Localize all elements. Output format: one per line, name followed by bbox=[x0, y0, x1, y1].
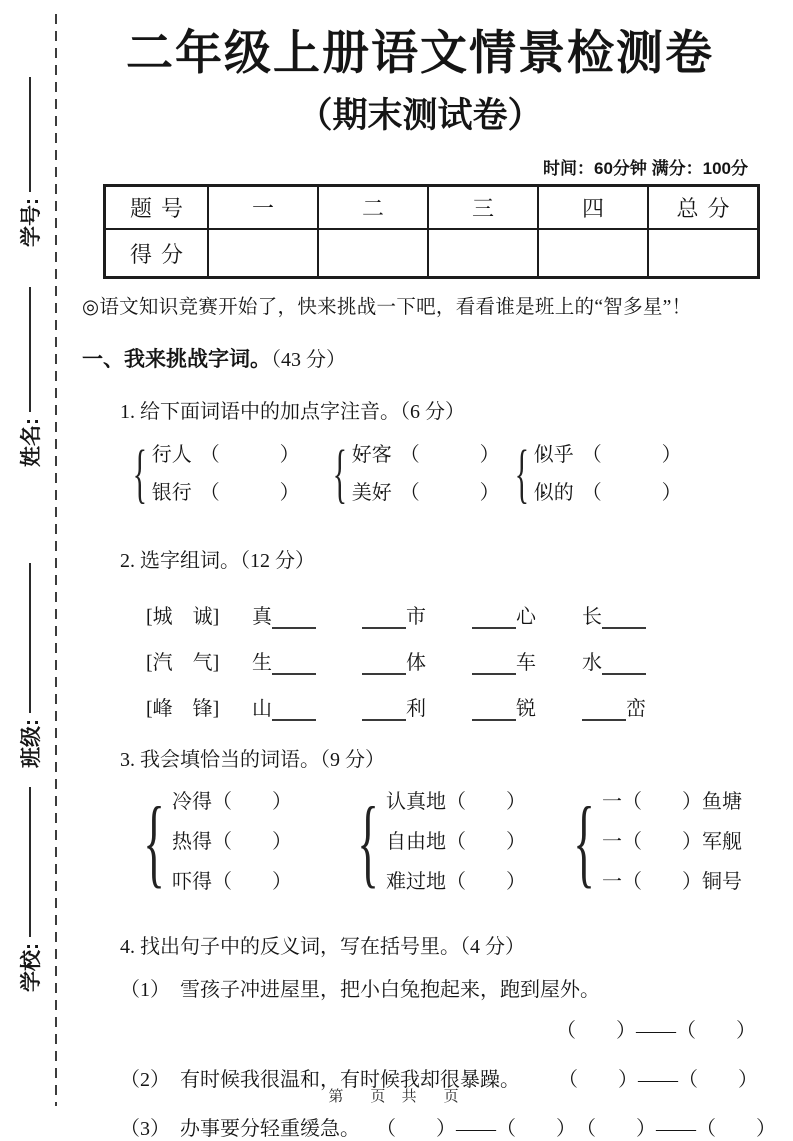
brace-icon: { bbox=[132, 437, 147, 511]
fold-dashed-line bbox=[55, 14, 57, 1106]
fill-before: 长 bbox=[582, 606, 602, 629]
name-label: 姓名: bbox=[20, 418, 43, 467]
class-blank-line bbox=[29, 563, 31, 713]
answer-parens: （ ）——（ ） bbox=[376, 1118, 576, 1141]
brace-icon: { bbox=[573, 786, 595, 898]
word-pair bbox=[534, 474, 682, 512]
brace-icon: { bbox=[514, 437, 529, 511]
blank-line bbox=[362, 699, 406, 721]
name-blank-line bbox=[29, 287, 31, 412]
fill-item bbox=[252, 646, 362, 675]
item-left bbox=[120, 1112, 360, 1141]
pinyin-group bbox=[124, 436, 300, 512]
fill-phrase: 一（ ）铜号 bbox=[602, 871, 742, 894]
q4-item-3 bbox=[120, 1112, 776, 1141]
word-post: 人 bbox=[171, 444, 192, 467]
fill-after: 利 bbox=[406, 698, 426, 721]
score-col-1: 一 bbox=[208, 186, 318, 230]
page-footer: 第 页 共 页 bbox=[328, 1088, 465, 1105]
word-pair bbox=[152, 436, 300, 474]
dotted-char: 似 · bbox=[534, 444, 554, 466]
fill-phrase: 难过地（ ） bbox=[386, 871, 526, 894]
fill-item bbox=[362, 600, 472, 629]
fill-after: 车 bbox=[516, 652, 536, 675]
fill-phrase: 一（ ）鱼塘 bbox=[602, 791, 742, 814]
score-table-score-row bbox=[105, 229, 759, 278]
question-3-text: 3. 我会填恰当的词语。 bbox=[120, 749, 320, 772]
score-col-total: 总分 bbox=[648, 186, 759, 230]
sidebar-field-student-id bbox=[10, 77, 50, 247]
question-1-groups bbox=[82, 436, 758, 522]
dotted-char: 行 · bbox=[152, 444, 172, 466]
fill-before: 水 bbox=[582, 652, 602, 675]
score-cell bbox=[428, 229, 538, 278]
word-fill-group bbox=[130, 782, 292, 902]
score-col-3: 三 bbox=[428, 186, 538, 230]
word-fill-group bbox=[344, 782, 526, 902]
word-post: 乎 bbox=[553, 444, 574, 467]
fill-before: 山 bbox=[252, 698, 272, 721]
fill-phrase: 冷得（ ） bbox=[172, 791, 292, 814]
fill-after: 峦 bbox=[626, 698, 646, 721]
question-4-text: 4. 找出句子中的反义词，写在括号里。 bbox=[120, 936, 460, 959]
fill-phrase: 自由地（ ） bbox=[386, 831, 526, 854]
score-cell bbox=[208, 229, 318, 278]
answer-parens: （ ）——（ ） bbox=[558, 1069, 758, 1092]
question-1-title bbox=[120, 395, 758, 424]
school-blank-line bbox=[29, 787, 31, 937]
brace-icon: { bbox=[357, 786, 379, 898]
question-4-items bbox=[120, 973, 776, 1141]
question-1-score: （6 分） bbox=[400, 401, 465, 424]
sidebar-field-class bbox=[10, 563, 50, 768]
word-pair bbox=[152, 474, 300, 512]
word-pre: 美 bbox=[351, 482, 372, 505]
question-4-title bbox=[120, 930, 758, 959]
sidebar-field-name bbox=[10, 287, 50, 467]
student-id-label: 学号: bbox=[20, 198, 43, 247]
blank-line bbox=[362, 607, 406, 629]
fill-item bbox=[252, 600, 362, 629]
score-col-2: 二 bbox=[318, 186, 428, 230]
fill-phrase: 吓得（ ） bbox=[172, 871, 292, 894]
dotted-char: 行 · bbox=[172, 482, 192, 504]
char-choices: [峰 锋] bbox=[146, 698, 220, 721]
section-1-score: （43 分） bbox=[271, 349, 346, 372]
item-number: （2） bbox=[120, 1069, 170, 1092]
section-1-heading bbox=[82, 343, 758, 373]
question-3-groups bbox=[82, 782, 758, 908]
fill-item bbox=[582, 600, 692, 629]
item-sentence: 有时候我很温和，有时候我却很暴躁。 bbox=[180, 1069, 520, 1092]
fill-item bbox=[252, 692, 362, 721]
fill-after: 心 bbox=[516, 606, 536, 629]
time-and-score-info: 时间：60分钟 满分：100分 bbox=[543, 159, 748, 179]
question-3-title bbox=[120, 743, 758, 772]
question-1-text: 1. 给下面词语中的加点字注音。 bbox=[120, 401, 400, 424]
main-content bbox=[82, 0, 776, 1141]
score-table-header-row bbox=[105, 186, 759, 230]
fill-phrase: 认真地（ ） bbox=[386, 791, 526, 814]
sidebar-field-school bbox=[10, 787, 50, 992]
question-2-text: 2. 选字组词。 bbox=[120, 550, 240, 573]
fill-item bbox=[582, 646, 692, 675]
brace-icon: { bbox=[332, 437, 347, 511]
score-cell bbox=[538, 229, 648, 278]
word-post: 的 bbox=[553, 482, 574, 505]
question-2-rows bbox=[146, 583, 758, 721]
answer-parens: （ ）——（ ） bbox=[556, 1020, 756, 1043]
answer-parens: （ ） bbox=[399, 482, 500, 505]
page-title: 二年级上册语文情景检测卷 bbox=[126, 26, 714, 79]
fill-after: 锐 bbox=[516, 698, 536, 721]
blank-line bbox=[272, 699, 316, 721]
word-pair bbox=[352, 436, 500, 474]
dotted-char: 好 · bbox=[352, 444, 372, 466]
blank-line bbox=[272, 607, 316, 629]
item-sentence: 雪孩子冲进屋里，把小白兔抱起来，跑到屋外。 bbox=[180, 979, 600, 1002]
intro-note: ◎语文知识竞赛开始了，快来挑战一下吧，看看谁是班上的“智多星”！ bbox=[82, 297, 692, 319]
question-3-score: （9 分） bbox=[320, 749, 385, 772]
fill-before: 真 bbox=[252, 606, 272, 629]
school-label: 学校: bbox=[20, 943, 43, 992]
class-label: 班级: bbox=[20, 719, 43, 768]
brace-icon: { bbox=[143, 786, 165, 898]
q4-item-1 bbox=[120, 973, 758, 1002]
fill-after: 体 bbox=[406, 652, 426, 675]
pinyin-group bbox=[324, 436, 500, 512]
section-1-title: 一、我来挑战字词。 bbox=[82, 348, 271, 372]
score-table-corner: 题号 bbox=[105, 186, 209, 230]
fill-after: 市 bbox=[406, 606, 426, 629]
score-cell bbox=[318, 229, 428, 278]
fill-item bbox=[472, 646, 582, 675]
word-post: 客 bbox=[371, 444, 392, 467]
fill-phrase: 一（ ）军舰 bbox=[602, 831, 742, 854]
answer-parens-pair bbox=[376, 1112, 776, 1141]
score-cell bbox=[648, 229, 759, 278]
pinyin-group bbox=[506, 436, 682, 512]
choose-char-row bbox=[146, 629, 758, 675]
fill-item bbox=[472, 600, 582, 629]
word-pair bbox=[352, 474, 500, 512]
page-subtitle: （期末测试卷） bbox=[297, 96, 543, 136]
item-sentence: 办事要分轻重缓急。 bbox=[180, 1118, 360, 1141]
question-4-score: （4 分） bbox=[460, 936, 525, 959]
question-2-score: （12 分） bbox=[240, 550, 315, 573]
question-2-title bbox=[120, 544, 758, 573]
dotted-char: 似 · bbox=[534, 482, 554, 504]
item-number: （1） bbox=[120, 979, 170, 1002]
char-choices: [城 诚] bbox=[146, 606, 220, 629]
fill-before: 生 bbox=[252, 652, 272, 675]
score-table bbox=[103, 184, 760, 279]
dotted-char: 好 · bbox=[372, 482, 392, 504]
fill-phrase: 热得（ ） bbox=[172, 831, 292, 854]
fill-item bbox=[362, 692, 472, 721]
choose-char-row bbox=[146, 675, 758, 721]
word-pre: 银 bbox=[151, 482, 172, 505]
fill-item bbox=[362, 646, 472, 675]
score-col-4: 四 bbox=[538, 186, 648, 230]
student-id-blank-line bbox=[29, 77, 31, 192]
blank-line bbox=[362, 653, 406, 675]
item-number: （3） bbox=[120, 1118, 170, 1141]
answer-parens: （ ） bbox=[199, 482, 300, 505]
fill-item bbox=[582, 692, 692, 721]
choose-char-row bbox=[146, 583, 758, 629]
word-fill-group bbox=[560, 782, 742, 902]
blank-line bbox=[272, 653, 316, 675]
blank-line bbox=[472, 653, 516, 675]
answer-parens: （ ） bbox=[581, 482, 682, 505]
blank-line bbox=[472, 699, 516, 721]
score-row-label: 得分 bbox=[105, 229, 209, 278]
answer-parens: （ ） bbox=[199, 444, 300, 467]
blank-line bbox=[602, 607, 646, 629]
answer-parens: （ ） bbox=[399, 444, 500, 467]
blank-line bbox=[472, 607, 516, 629]
answer-parens: （ ） bbox=[581, 444, 682, 467]
blank-line bbox=[602, 653, 646, 675]
answer-parens: （ ）——（ ） bbox=[576, 1118, 776, 1141]
fill-item bbox=[472, 692, 582, 721]
word-pair bbox=[534, 436, 682, 474]
char-choices: [汽 气] bbox=[146, 652, 220, 675]
blank-line bbox=[582, 699, 626, 721]
